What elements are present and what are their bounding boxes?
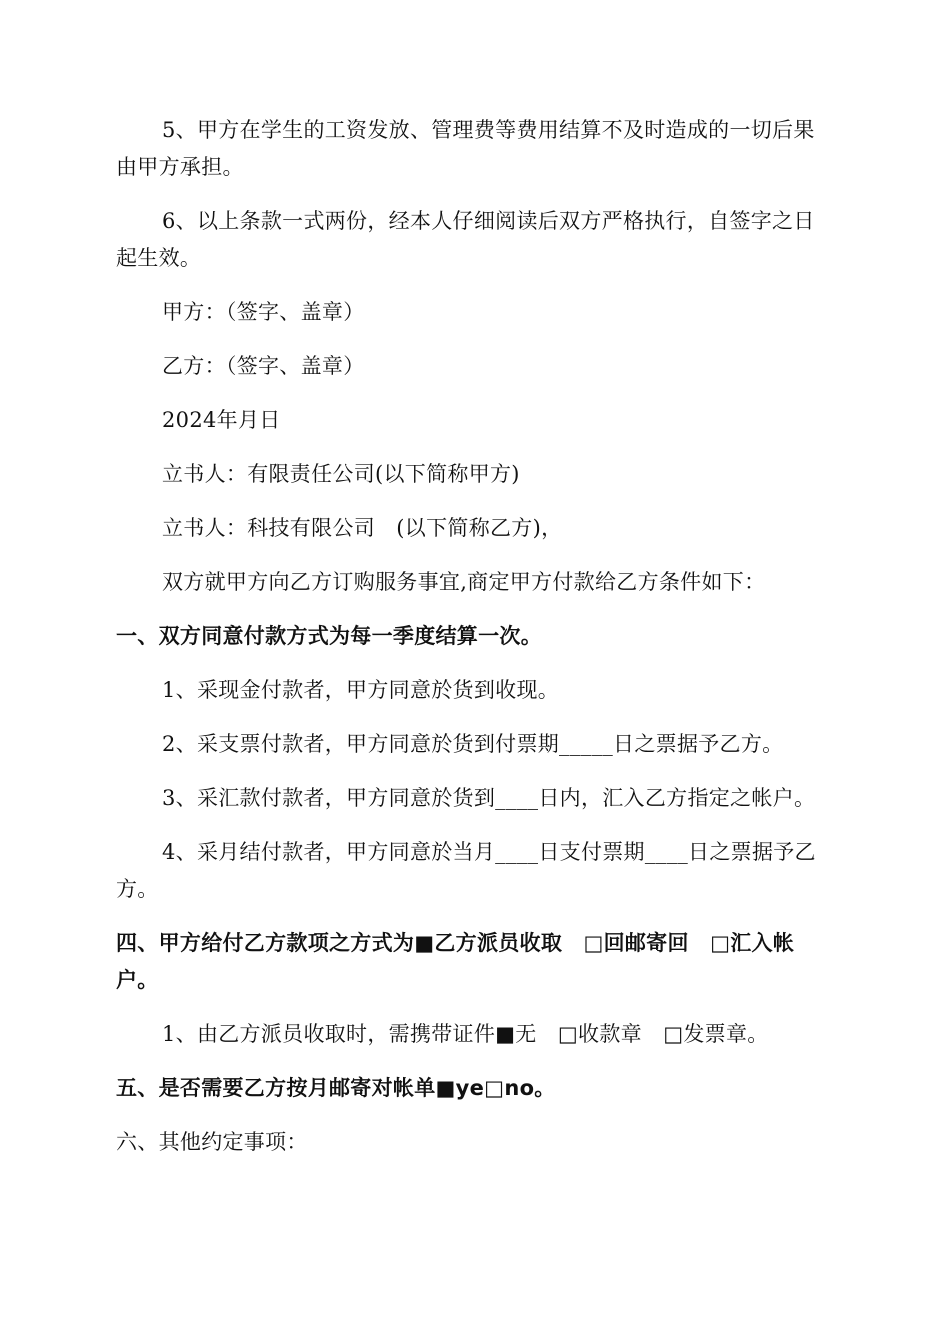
paragraph-date: 2024年月日 [162, 408, 281, 432]
paragraph-item-2: 2、采支票付款者，甲方同意於货到付票期_____日之票据予乙方。 [162, 732, 784, 756]
paragraph-item-4: 4、采月结付款者，甲方同意於当月____日支付票期____日之票据予乙方。 [116, 840, 816, 901]
document-body [116, 112, 832, 1178]
paragraph-section-4-item-1: 1、由乙方派员收取时，需携带证件■无 □收款章 □发票章。 [162, 1022, 769, 1046]
paragraph-item-1: 1、采现金付款者，甲方同意於货到收现。 [162, 678, 560, 702]
paragraph-issuer-a: 立书人：有限责任公司(以下简称甲方) [162, 462, 520, 486]
heading-section-1: 一、双方同意付款方式为每一季度结算一次。 [116, 624, 542, 648]
paragraph-issuer-b: 立书人：科技有限公司 (以下简称乙方)， [162, 516, 563, 540]
heading-section-5: 五、是否需要乙方按月邮寄对帐单■ye□no。 [116, 1076, 556, 1100]
paragraph-clause-6: 6、以上条款一式两份，经本人仔细阅读后双方严格执行，自签字之日起生效。 [116, 209, 815, 270]
paragraph-party-a-signature: 甲方：（签字、盖章） [162, 300, 365, 324]
heading-section-4: 四、甲方给付乙方款项之方式为■乙方派员收取 □回邮寄回 □汇入帐户。 [116, 931, 795, 992]
paragraph-intro: 双方就甲方向乙方订购服务事宜,商定甲方付款给乙方条件如下： [162, 570, 766, 594]
paragraph-item-3: 3、采汇款付款者，甲方同意於货到____日内，汇入乙方指定之帐户。 [162, 786, 816, 810]
paragraph-party-b-signature: 乙方：（签字、盖章） [162, 354, 365, 378]
heading-section-6: 六、其他约定事项： [116, 1130, 308, 1154]
paragraph-clause-5: 5、甲方在学生的工资发放、管理费等费用结算不及时造成的一切后果由甲方承担。 [116, 118, 815, 179]
